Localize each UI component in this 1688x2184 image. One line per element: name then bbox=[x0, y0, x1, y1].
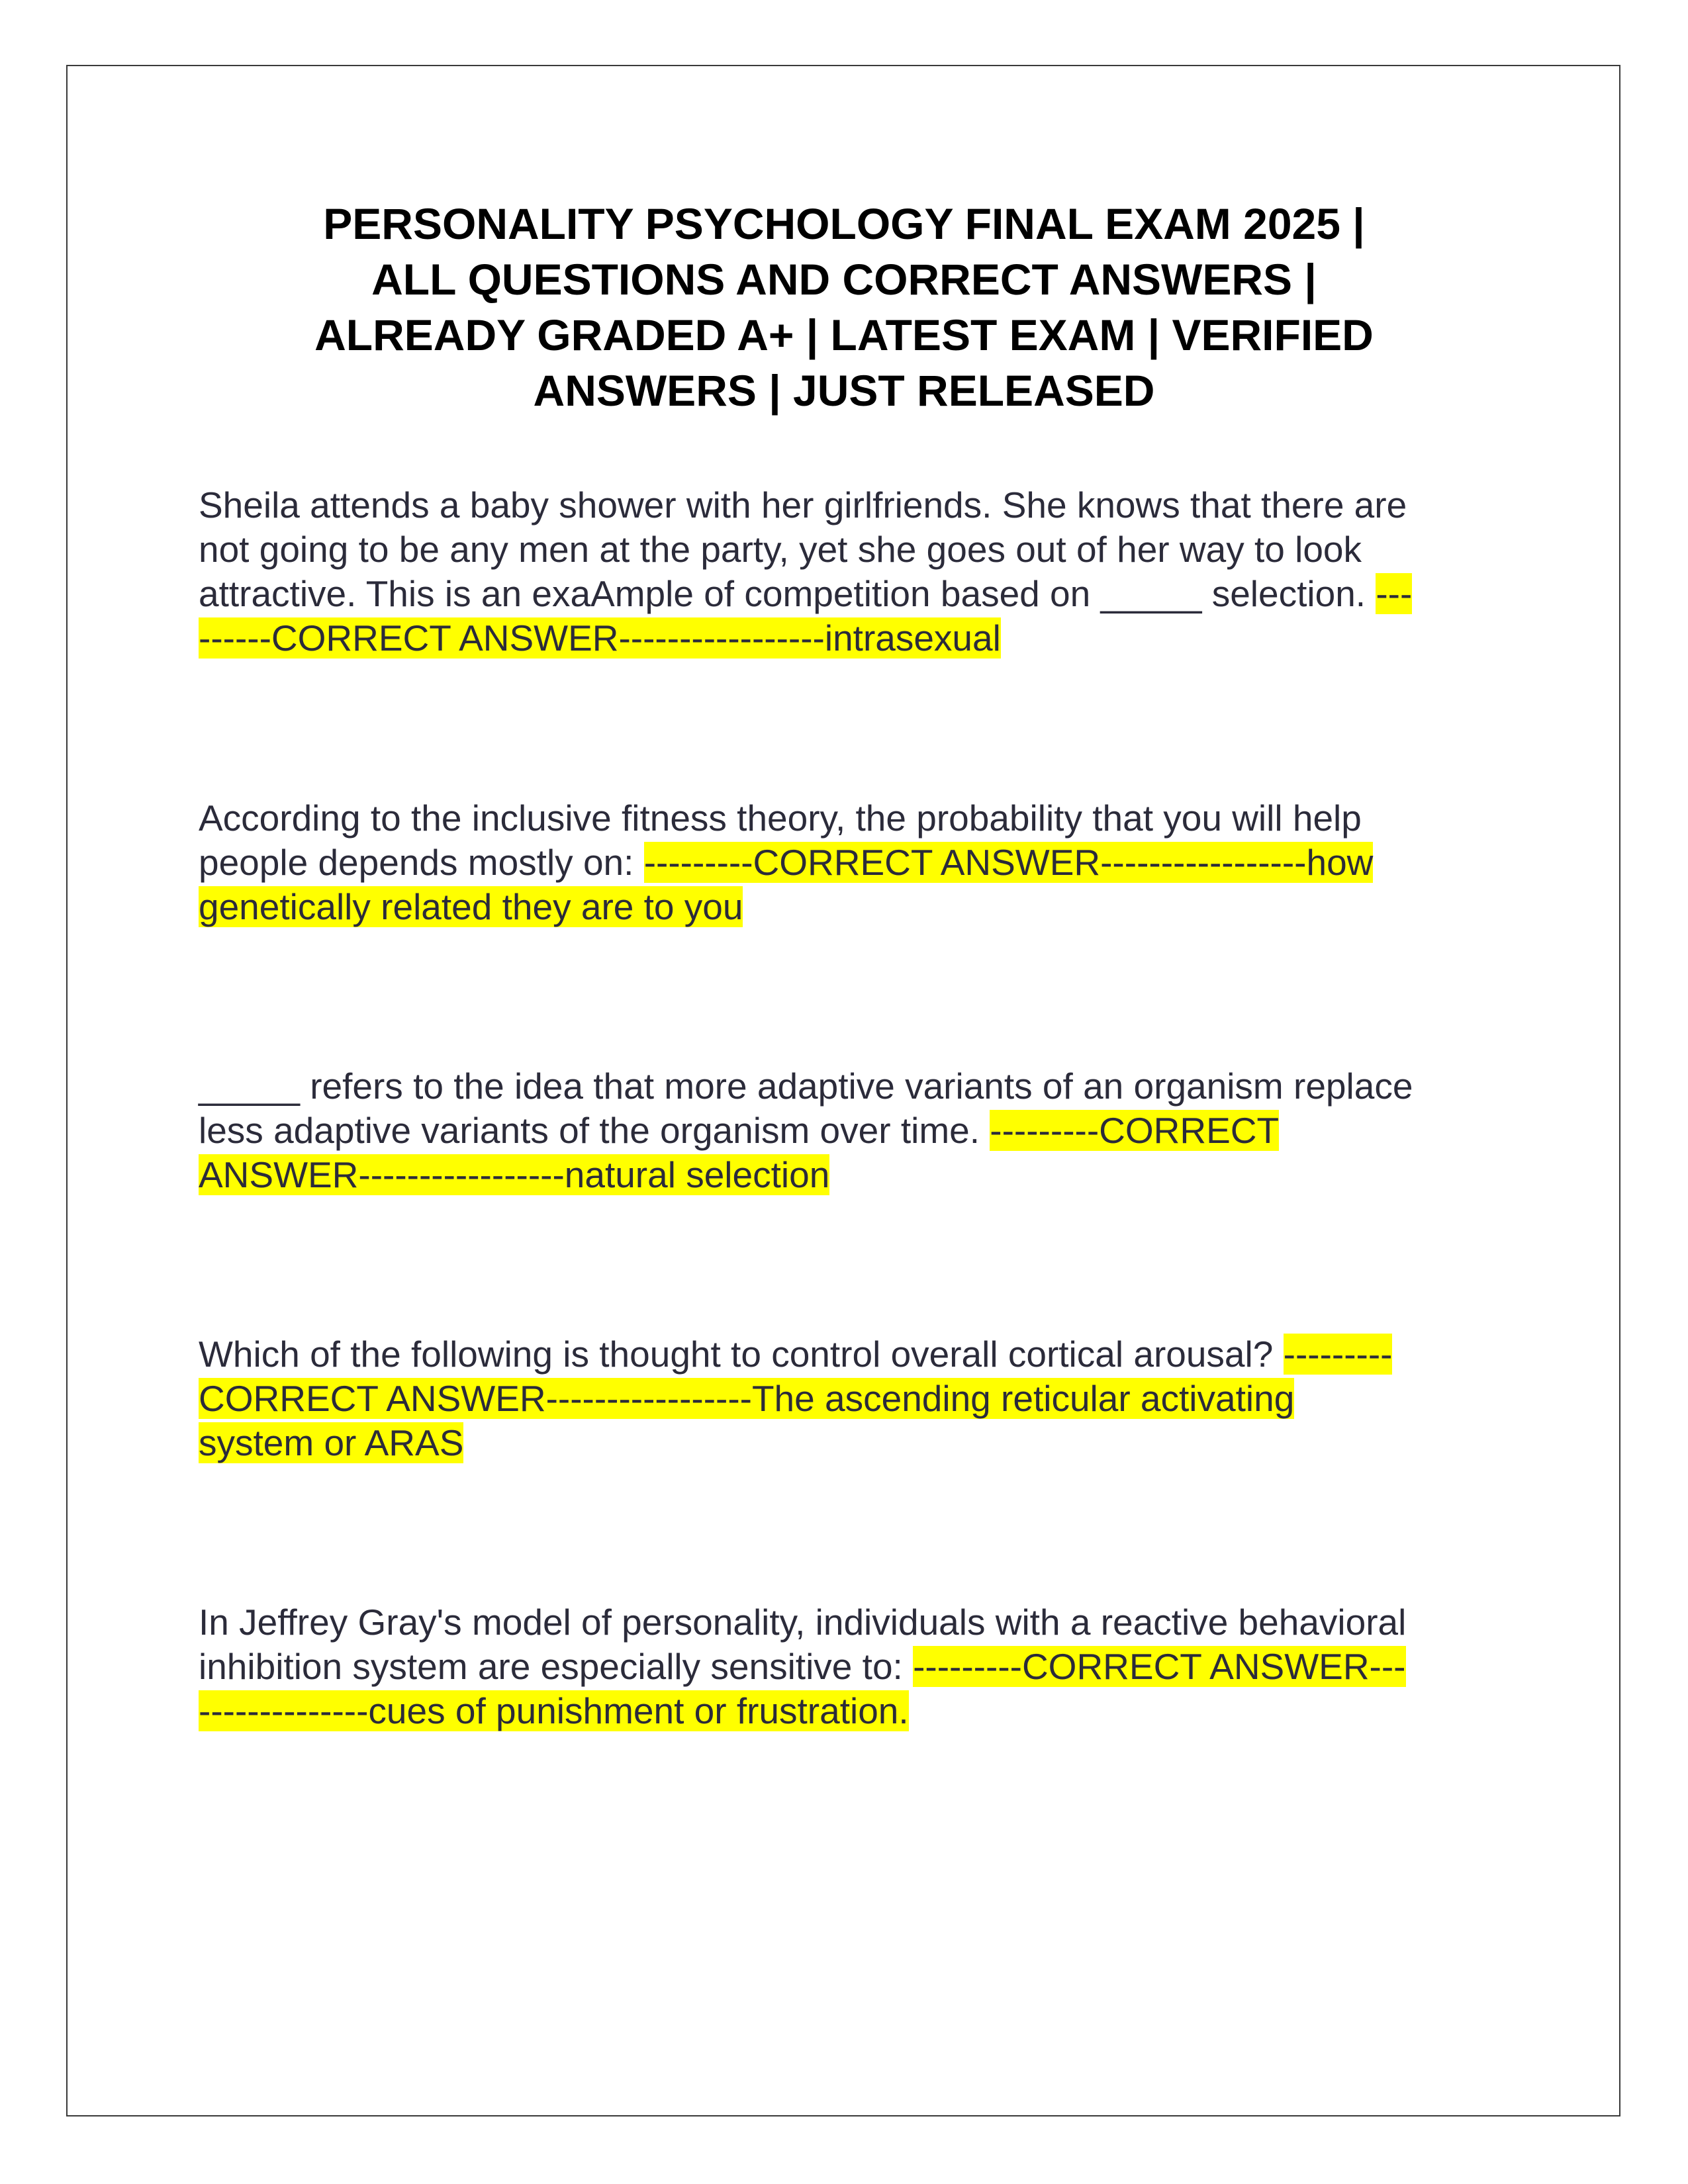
question-line bbox=[199, 1689, 1496, 1733]
question-block-4 bbox=[199, 1332, 1496, 1465]
question-line bbox=[199, 1153, 1496, 1197]
question-line bbox=[199, 1064, 1496, 1109]
answer-highlight: ---------CORRECT ANSWER--- bbox=[913, 1646, 1406, 1687]
question-text: _____ refers to the idea that more adaptive variants of an organism replace bbox=[199, 1066, 1413, 1107]
question-line bbox=[199, 527, 1496, 572]
answer-highlight: ---------CORRECT ANSWER-----------------how bbox=[643, 842, 1374, 883]
question-block-2 bbox=[199, 796, 1496, 929]
answer-highlight: system or ARAS bbox=[199, 1422, 464, 1463]
question-line bbox=[199, 1421, 1496, 1465]
answer-highlight: ---------CORRECT bbox=[990, 1110, 1280, 1151]
answer-highlight: --------------cues of punishment or frustration. bbox=[199, 1690, 909, 1731]
answer-highlight: CORRECT ANSWER-----------------The ascending reticular activating bbox=[199, 1378, 1295, 1419]
question-block-3 bbox=[199, 1064, 1496, 1197]
question-line bbox=[199, 1645, 1496, 1689]
question-text: Which of the following is thought to control overall cortical arousal? bbox=[199, 1334, 1284, 1375]
answer-highlight: --- bbox=[1376, 573, 1413, 614]
question-line bbox=[199, 1109, 1496, 1153]
question-line bbox=[199, 796, 1496, 841]
question-text: Sheila attends a baby shower with her girlfriends. She knows that there are bbox=[199, 484, 1407, 525]
title-line: ANSWERS | JUST RELEASED bbox=[533, 366, 1155, 415]
question-block-1 bbox=[199, 483, 1496, 660]
question-line bbox=[199, 1332, 1496, 1377]
question-line bbox=[199, 1377, 1496, 1421]
title-line: PERSONALITY PSYCHOLOGY FINAL EXAM 2025 | bbox=[323, 199, 1365, 248]
question-text: people depends mostly on: bbox=[199, 842, 644, 883]
answer-highlight: ------CORRECT ANSWER-----------------intrasexual bbox=[199, 617, 1001, 659]
question-text: less adaptive variants of the organism over time. bbox=[199, 1110, 990, 1151]
question-text: According to the inclusive fitness theory, the probability that you will help bbox=[199, 797, 1362, 839]
title-line: ALREADY GRADED A+ | LATEST EXAM | VERIFIED bbox=[314, 310, 1374, 359]
question-text: not going to be any men at the party, yet she goes out of her way to look bbox=[199, 529, 1362, 570]
question-block-5 bbox=[199, 1600, 1496, 1733]
answer-highlight: --------- bbox=[1283, 1334, 1393, 1375]
question-line bbox=[199, 483, 1496, 527]
question-text: In Jeffrey Gray's model of personality, individuals with a reactive behavioral bbox=[199, 1602, 1407, 1643]
question-line bbox=[199, 572, 1496, 616]
answer-highlight: genetically related they are to you bbox=[199, 886, 743, 927]
question-text: inhibition system are especially sensitive to: bbox=[199, 1646, 914, 1687]
title-line: ALL QUESTIONS AND CORRECT ANSWERS | bbox=[371, 255, 1317, 304]
question-line bbox=[199, 885, 1496, 929]
question-line bbox=[199, 1600, 1496, 1645]
document-title bbox=[199, 196, 1489, 418]
question-line bbox=[199, 841, 1496, 885]
question-line bbox=[199, 616, 1496, 660]
question-text: attractive. This is an exaAmple of competition based on _____ selection. bbox=[199, 573, 1376, 614]
answer-highlight: ANSWER-----------------natural selection bbox=[199, 1154, 830, 1195]
